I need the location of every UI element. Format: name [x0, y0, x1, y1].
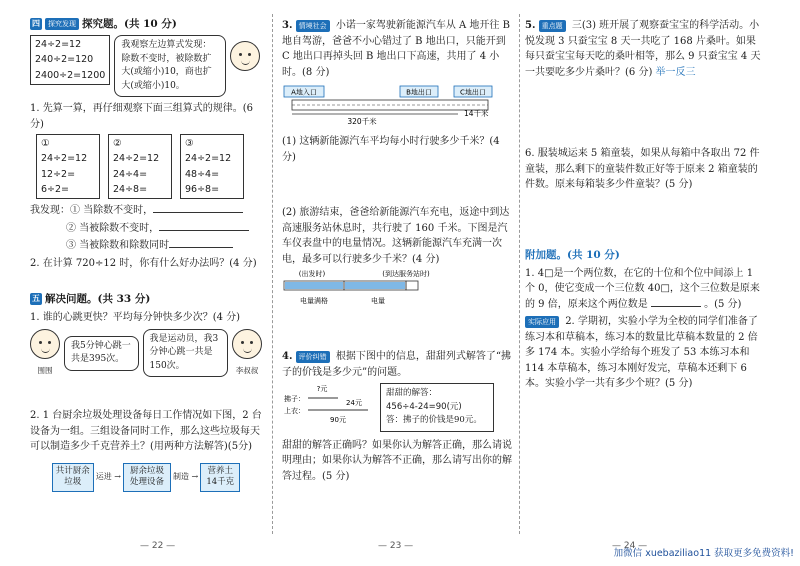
- finding-2: [30, 221, 262, 237]
- battery-arrive: [344, 281, 406, 290]
- avatar-a: [30, 329, 60, 376]
- bonus-1: [525, 266, 765, 313]
- question-3: [282, 18, 514, 80]
- finding-text: 我发现：① 当除数不变时，: [30, 205, 154, 217]
- related-practice-link[interactable]: 举一反三: [655, 66, 696, 78]
- student-avatar: [230, 41, 260, 71]
- battery-full-label: 电量满格: [300, 297, 328, 305]
- question-6: 6. 服装城运来 5 箱童装，如果从每箱中各取出 72 件童装，那么剩下的童装件数正好等于原来 2 箱童装的件数。原来每箱装多少件童装？(5 分): [525, 148, 760, 190]
- question-tag: 情境社会: [296, 20, 330, 32]
- equation-box: [30, 35, 110, 85]
- flow-diagram: [30, 463, 262, 492]
- question-3-1: (1) 这辆新能源汽车平均每小时行驶多少千米？(4 分): [282, 136, 500, 163]
- equation-line: 24÷4=: [113, 168, 148, 180]
- avatar-b: [232, 329, 262, 376]
- section-four-header: [30, 16, 262, 32]
- page-number: — 22 —: [140, 541, 176, 552]
- equation-group: [180, 134, 244, 199]
- question-tag: 实际应用: [525, 316, 559, 328]
- answer-blank[interactable]: [153, 203, 243, 213]
- section-title: 解决问题。(共 33 分): [45, 293, 151, 306]
- answer-blank[interactable]: [159, 221, 249, 231]
- question-text: 小诺一家驾驶新能源汽车从 A 地开往 B 地自驾游，爸爸不小心错过了 B 地出口，只能开到 C 地出口再掉头回 B 地出口下高速，共用了 4 小时。(8 分): [282, 20, 510, 78]
- finding-3: [30, 238, 262, 254]
- problem-1: 1. 谁的心跳更快？平均每分钟快多少次？(4 分): [30, 312, 241, 324]
- question-number: 4.: [282, 351, 293, 362]
- price-unknown-label: ?元: [316, 385, 328, 393]
- speech-bubble: 我5分钟心跳一共是395次。: [64, 336, 139, 371]
- extra-label: 14千米: [464, 109, 489, 118]
- answer-blank[interactable]: [169, 238, 233, 248]
- question-4: [282, 349, 514, 380]
- section-number: 四: [32, 19, 40, 29]
- problem-2: 2. 1 台厨余垃圾处理设备每日工作情况如下图，2 台设备为一组。三组设备同时工作，那么这些垃圾每天可以制造多少千克营养土？(用两种方法解答)(5分): [30, 410, 262, 453]
- arrow-label: 制造: [173, 472, 189, 482]
- example-block: [30, 35, 262, 97]
- question-1: 1. 先算一算，再仔细观察下面三组算式的规律。(6 分): [30, 103, 253, 130]
- question-tag: 重点题: [539, 20, 566, 32]
- solution-equation: 456÷4-24=90(元): [386, 401, 462, 412]
- road-label-c: C地出口: [460, 88, 486, 97]
- question-number: 3.: [282, 20, 293, 31]
- price-figure: [282, 383, 514, 432]
- left-column: [30, 16, 262, 492]
- flow-step: 厨余垃圾处理设备: [123, 463, 171, 492]
- section-tag: 探究发现: [45, 18, 79, 30]
- brush-label: 拂子：: [284, 395, 305, 403]
- column-divider: [272, 14, 273, 534]
- equation-group: [36, 134, 100, 199]
- question-tag: 评价纠错: [296, 351, 330, 363]
- man-avatar: [232, 329, 262, 359]
- equation-line: 12÷2=: [41, 168, 76, 180]
- equation-line: 240÷2=120: [35, 54, 94, 66]
- question-3-2: (2) 旅游结束，爸爸给新能源汽车充电，返途中到达高速服务站休息时，共行驶了 160 千米。下图是汽车仪表盘中的电量情况。这辆新能源汽车充满一次电，最多可以行驶多少千米？(4 分): [282, 207, 510, 265]
- answer-blank[interactable]: [651, 297, 701, 307]
- page-number: — 24 —: [612, 541, 648, 552]
- equation-line: 6÷2=: [41, 183, 70, 195]
- equation-line: 96÷8=: [185, 183, 220, 195]
- avatar-caption: 围围: [37, 365, 53, 375]
- battery-start-label: (出发时): [298, 270, 326, 278]
- solution-box: [380, 383, 494, 432]
- column-divider: [519, 14, 520, 534]
- finding-1: [30, 203, 262, 219]
- finding-text: ② 当被除数不变时，: [66, 222, 160, 234]
- flow-step: 共计厨余垃圾: [52, 463, 94, 492]
- page-number: — 23 —: [378, 541, 414, 552]
- section-number: 五: [32, 294, 40, 304]
- bonus-2: [525, 314, 765, 392]
- equation-group: [108, 134, 172, 199]
- equation-line: ① 24÷2=12: [41, 138, 88, 165]
- avatar-caption: 李叔叔: [235, 365, 259, 375]
- cup-label: 上衣：: [284, 407, 305, 415]
- distance-label: 320千米: [347, 117, 377, 126]
- equation-line: ③ 24÷2=12: [185, 138, 232, 165]
- flow-arrow: 运进 →: [95, 472, 121, 482]
- bonus-header: [525, 247, 765, 263]
- bonus-text: 1. 4□是一个两位数，在它的十位和个位中间添上 1 个 0，使它变成一个三位数 40□，这个三位数是原来的 9 倍，原来这个两位数是: [525, 267, 760, 310]
- battery-empty-label: 电量: [371, 297, 385, 305]
- heartbeat-figure: [30, 329, 262, 378]
- battery-arrive-label: (到达服务站时): [382, 270, 430, 278]
- speech-bubble: 我是运动员，我3分钟心跳一共是150次。: [143, 329, 229, 378]
- road-diagram: [282, 82, 512, 130]
- flow-arrow: 制造 →: [173, 472, 199, 482]
- price-bar-figure: [282, 383, 374, 425]
- bonus-text: 2. 学期初，实验小学为全校的同学们准备了练习本和草稿本，练习本的数量比草稿本数量的 2 倍多 174 本。实验小学给每个班发了 53 本练习本和 114 本草稿本，练习本刚好发完，草稿本还剩下 6 本。实验小学一共有多少个班？(5 分): [525, 316, 758, 390]
- equation-line: 24÷8=: [113, 183, 148, 195]
- battery-segment: [406, 281, 418, 290]
- finding-text: ③ 当被除数和除数同时: [66, 240, 170, 252]
- battery-diagram: [282, 269, 512, 311]
- battery-start: [284, 281, 344, 290]
- arrow-label: 运进: [95, 472, 112, 482]
- question-4-prompt: 甜甜的解答正确吗？如果你认为解答正确，那么请说明理由；如果你认为解答不正确，那么请写出你的解答过程。(5 分): [282, 439, 512, 482]
- bonus-title: 附加题。(共 10 分): [525, 248, 620, 261]
- section-five-header: [30, 291, 262, 307]
- question-text: 根据下图中的信息，甜甜列式解答了“拂子的价钱是多少元”的问题。: [282, 351, 511, 378]
- right-column: [525, 16, 765, 394]
- equation-line: 2400÷2=1200: [35, 69, 106, 81]
- flow-step: 营养土14千克: [200, 463, 240, 492]
- bonus-score: 。(5 分): [704, 298, 742, 310]
- equation-line: 24÷2=12: [35, 39, 82, 51]
- question-text: 三(3) 班开展了观察蚕宝宝的科学活动。小悦发现 3 只蚕宝宝 8 天一共吃了 168 片桑叶。如果每只蚕宝宝每天吃的桑叶相等，那么 9 只蚕宝宝 4 天一共要吃多少片桑叶？(6 分): [525, 20, 761, 78]
- solution-answer: 答：拂子的价钱是90元。: [386, 415, 482, 426]
- middle-column: [282, 16, 514, 486]
- girl-avatar: [30, 329, 60, 359]
- question-2: 2. 在计算 720÷12 时，你有什么好办法吗？(4 分): [30, 257, 257, 269]
- equation-groups: [36, 134, 262, 199]
- section-title: 探究题。(共 10 分): [82, 18, 177, 30]
- equation-line: 48÷4=: [185, 168, 220, 180]
- equation-line: ② 24÷2=12: [113, 138, 160, 165]
- speech-bubble: 我观察左边算式发现：除数不变时，被除数扩大(或缩小)10，商也扩大(或缩小)10。: [114, 35, 226, 97]
- solution-title: 甜甜的解答：: [386, 388, 438, 398]
- footer-note[interactable]: 加微信 xuebaziliao11 获取更多免费资料!: [613, 548, 794, 560]
- question-5: [525, 18, 765, 80]
- road-label-b: B地出口: [406, 88, 432, 97]
- question-number: 5.: [525, 20, 536, 31]
- total-label: 90元: [330, 416, 346, 424]
- diff-label: 24元: [346, 399, 362, 407]
- road-label-a: A地入口: [291, 88, 317, 97]
